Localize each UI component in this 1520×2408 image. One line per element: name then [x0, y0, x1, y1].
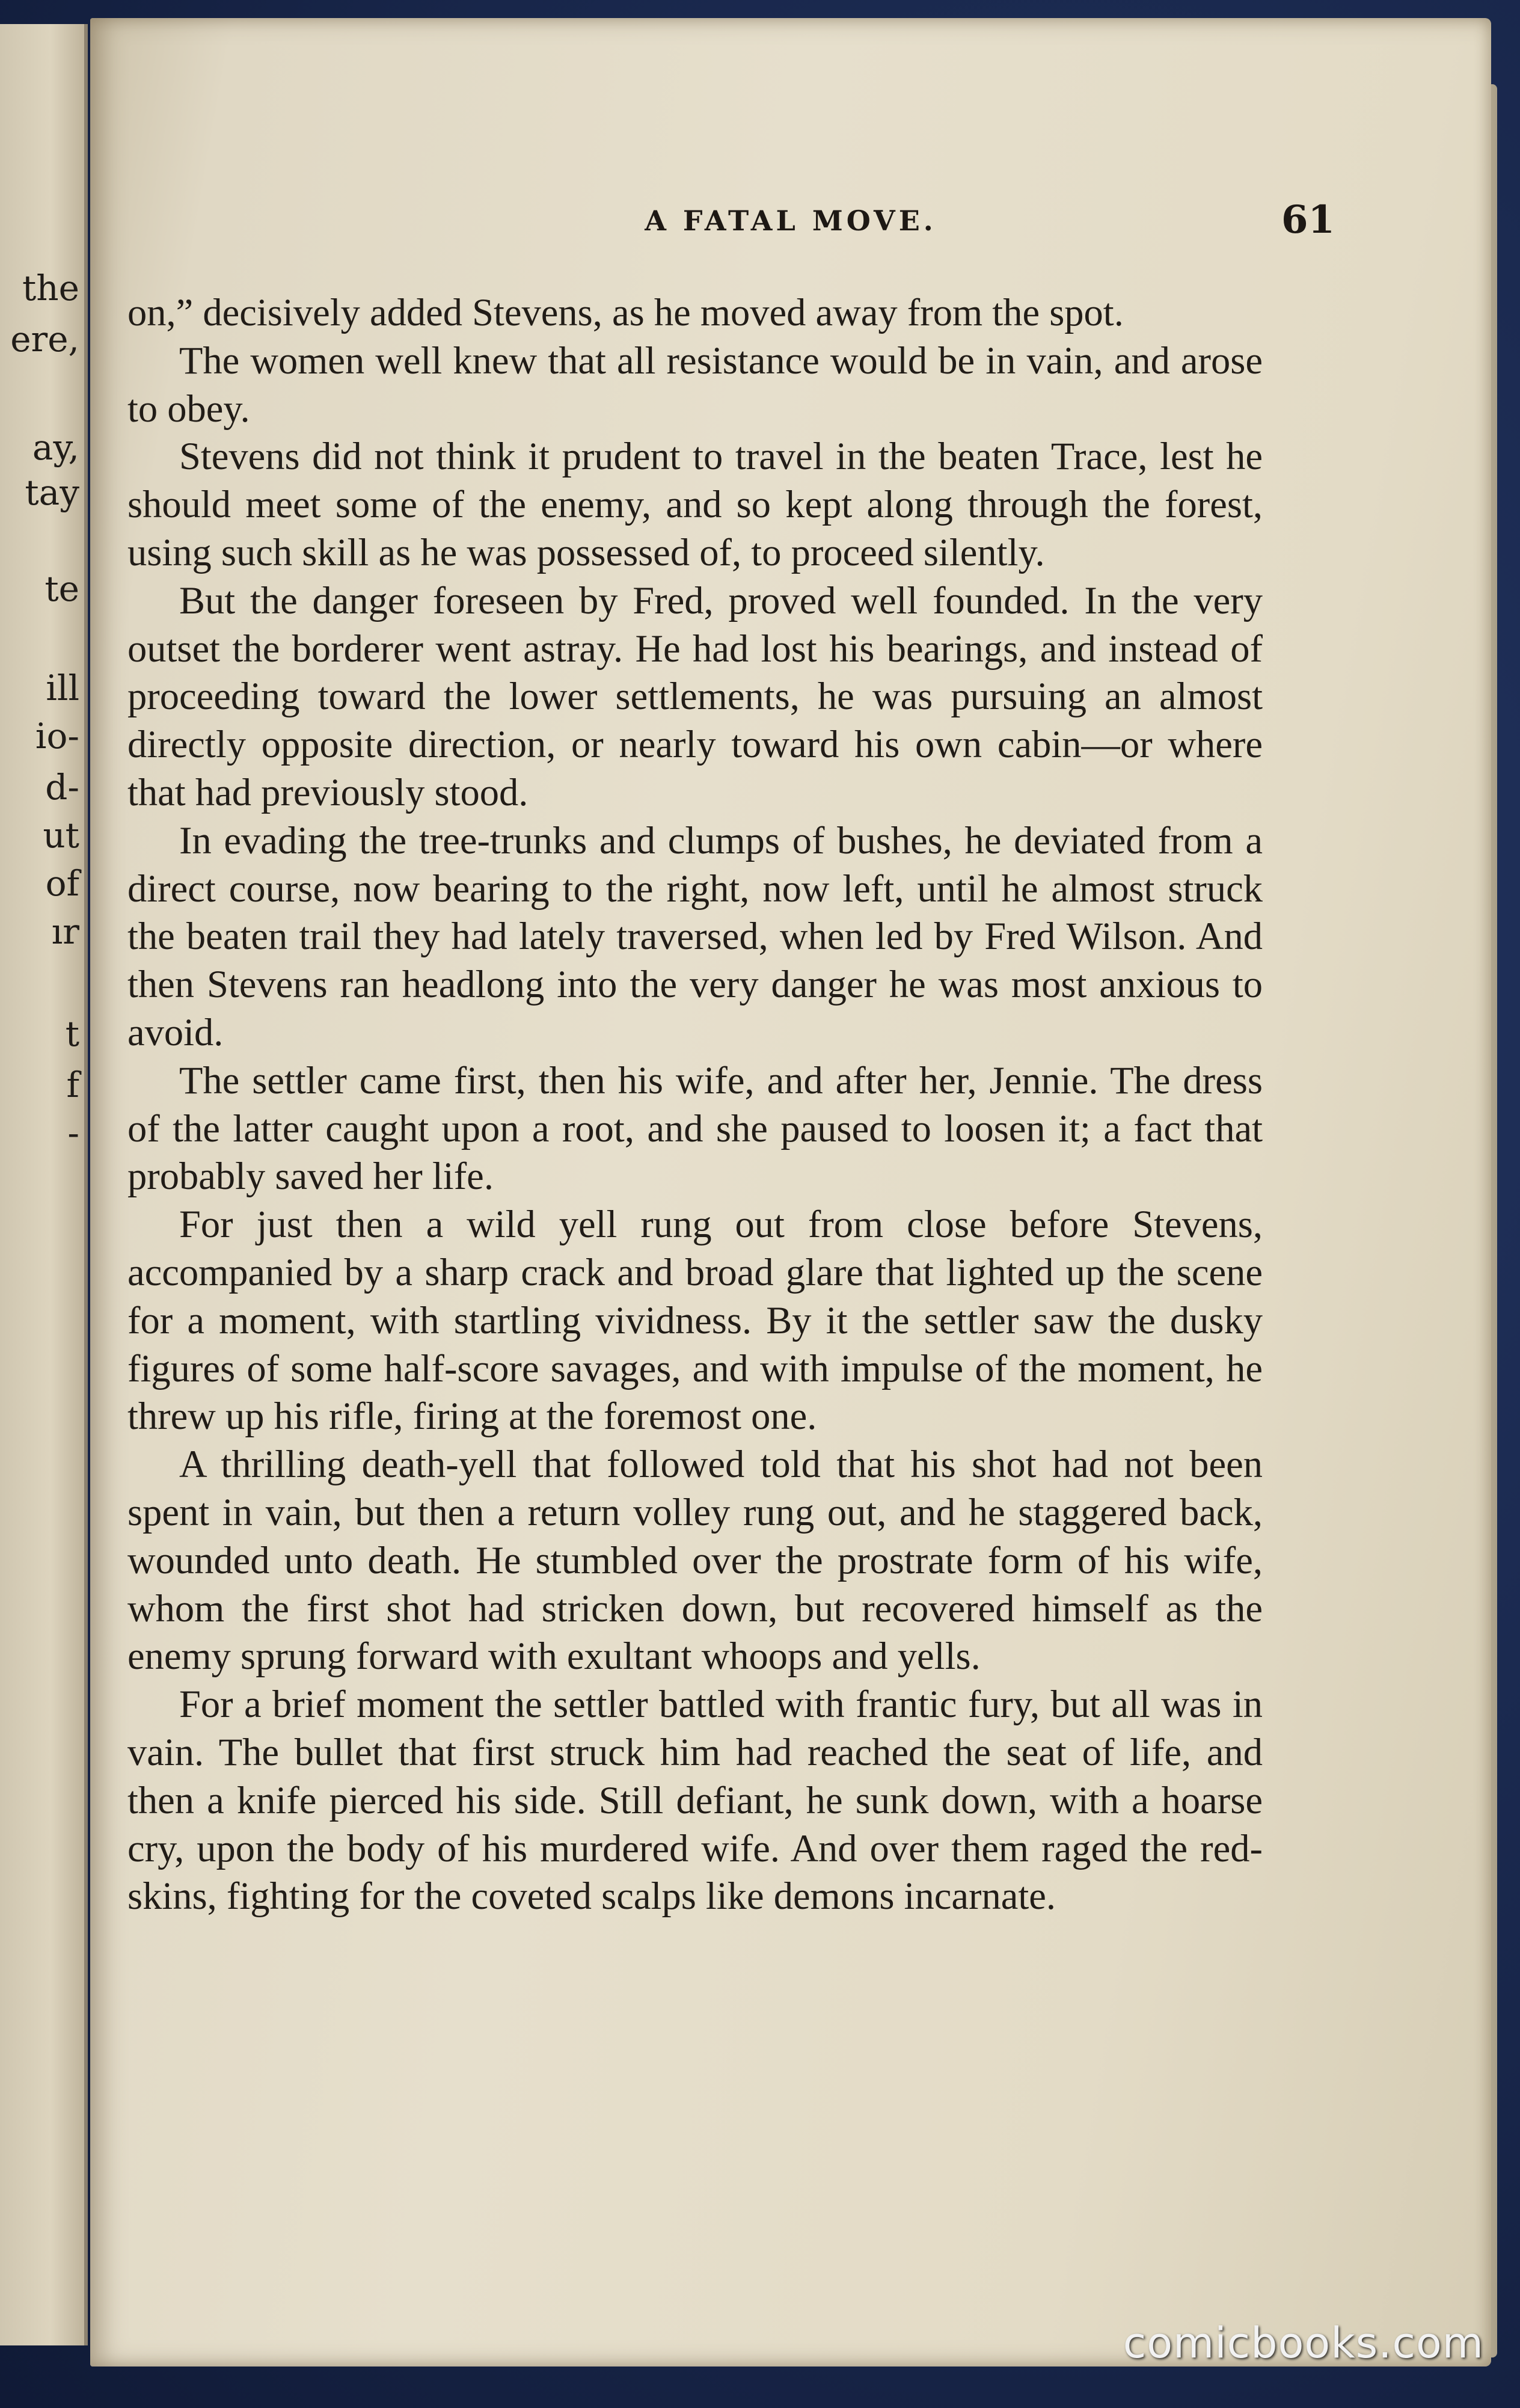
- left-fragment: d-: [45, 767, 79, 808]
- page-body: [127, 289, 1263, 1920]
- paragraph: For just then a wild yell rung out from close before Stevens, accompanied by a sharp crack and broad glare that lighted up the scene for a moment, with startling vividness. By it the settler saw the dusky figures of some half-score savages, and with impulse of the moment, he threw up his rifle, firing at the foremost one.: [127, 1203, 1263, 1438]
- left-fragment: tay: [25, 472, 79, 513]
- left-fragment: ill: [46, 668, 79, 708]
- running-head: A FATAL MOVE.: [645, 204, 937, 237]
- left-fragment: ay,: [32, 427, 79, 468]
- left-fragment: ut: [43, 815, 79, 856]
- paragraph: For a brief moment the settler battled with frantic fury, but all was in vain. The bullet that first struck him had reached the seat of life, and then a knife pierced his side. Still defiant, he sunk down, with a hoarse cry, upon the body of his murdered wife. And over them raged the red-skins, fighting for the coveted scalps like demons incarnate.: [127, 1683, 1263, 1918]
- paragraph: In evading the tree-trunks and clumps of bushes, he deviated from a direct course, now bearing to the right, now left, until he almost struck the beaten trail they had lately traversed, when led by Fred Wilson. And then Stevens ran headlong into the very danger he was most anxious to avoid.: [127, 819, 1263, 1054]
- paragraph: But the danger foreseen by Fred, proved well founded. In the very outset the borderer went astray. He had lost his bearings, and instead of proceeding toward the lower settlements, he was pursuing an almost directly opposite direction, or nearly toward his own cabin—or where that had previously stood.: [127, 579, 1263, 814]
- page-number: 61: [1281, 197, 1335, 242]
- watermark: comicbooks.com: [1123, 2318, 1484, 2368]
- left-fragment: io-: [35, 716, 79, 757]
- left-fragment: ere,: [10, 319, 79, 360]
- left-fragment: t: [65, 1013, 79, 1054]
- paragraph: Stevens did not think it prudent to travel in the beaten Trace, lest he should meet some of the enemy, and so kept along through the forest, using such skill as he was possessed of, to proceed silently.: [127, 435, 1263, 574]
- left-fragment: the: [22, 268, 79, 309]
- paragraph: The settler came first, then his wife, and after her, Jennie. The dress of the latter caught upon a root, and she paused to loosen it; a fact that probably saved her life.: [127, 1058, 1263, 1198]
- left-fragment: f: [66, 1064, 79, 1105]
- left-fragment: -: [67, 1113, 79, 1153]
- paragraph: A thrilling death-yell that followed told that his shot had not been spent in vain, but then a return volley rung out, and he staggered back, wounded unto death. He stumbled over the prostrate form of his wife, whom the first shot had stricken down, but recovered himself as the enemy sprung forward with exultant whoops and yells.: [127, 1443, 1263, 1678]
- page-header: [90, 186, 1491, 241]
- previous-page-edge: [0, 24, 88, 2345]
- left-fragment: ır: [51, 911, 79, 952]
- left-fragment: te: [44, 568, 79, 609]
- paragraph: on,” decisively added Stevens, as he moved away from the spot.: [127, 291, 1124, 334]
- paragraph: The women well knew that all resistance would be in vain, and arose to obey.: [127, 339, 1263, 430]
- left-fragment: of: [45, 863, 79, 904]
